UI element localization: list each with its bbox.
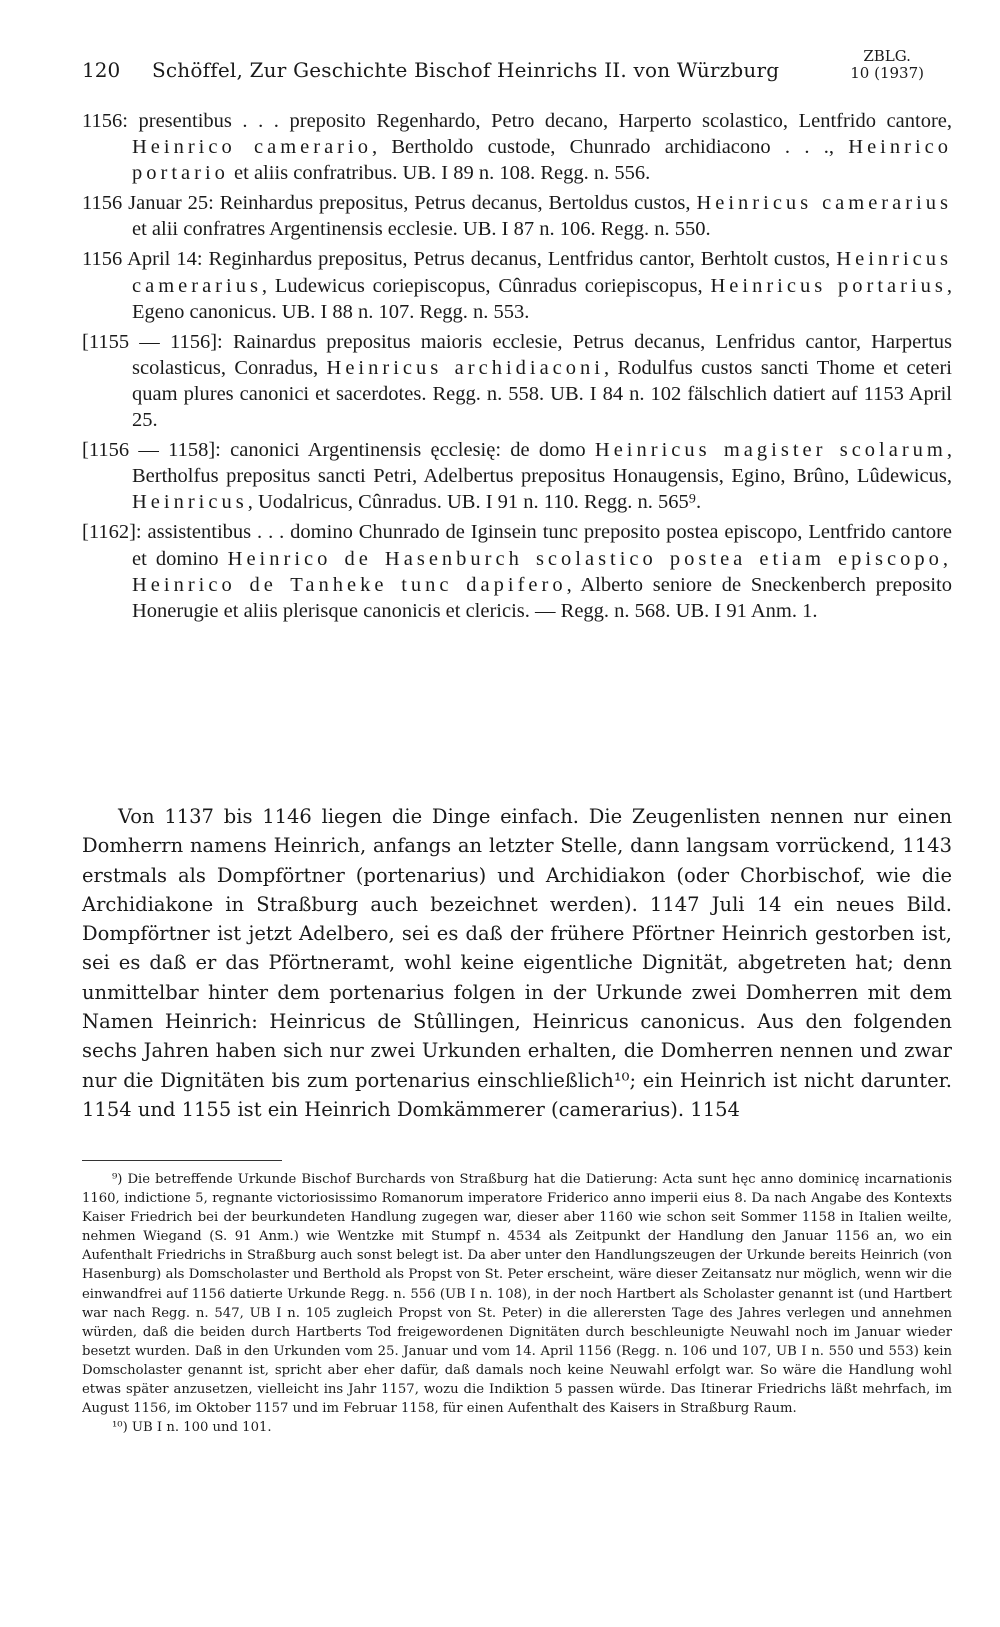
entry-spaced-name: Heinricus portarius [710,274,947,297]
journal-abbrev: ZBLG. [863,47,911,65]
entry-text: , Bertholdo custode, Chunrado archidiacono . . ., [371,136,849,159]
entry-text: [1155 — 1156]: Rainardus prepositus maioris ecclesie, Petrus decanus, Lenfridus cantor, Harpertus scolasticus, Conradus, [82,330,952,379]
witness-entry [82,108,952,186]
footnote-text: UB I n. 100 und 101. [131,1420,272,1436]
entry-spaced-name: Heinrico portario [132,136,952,185]
entry-text: 1156: presentibus . . . preposito Regenhardo, Petro decano, Harperto scolastico, Lentfrido cantore, [82,110,952,132]
page-number: 120 [82,58,121,82]
entry-text: , Egeno canonicus. UB. I 88 n. 107. Regg. n. 553. [132,274,953,323]
entry-text: 1156 Januar 25: Reinhardus prepositus, Petrus decanus, Bertoldus custos, [82,192,697,215]
journal-reference [850,48,924,82]
footnote-marker: ¹⁰) [112,1420,128,1436]
witness-entry [82,519,952,623]
entry-text: [1156 — 1158]: canonici Argentinensis ęcclesię: de domo [82,439,595,462]
entry-spaced-name: Heinricus camerarius [696,192,952,215]
footnote-divider [82,1160,282,1161]
running-title: Schöffel, Zur Geschichte Bischof Heinrichs II. von Würzburg [152,58,780,82]
witness-entry [82,190,952,242]
entry-text: , Rodulfus custos sancti Thome et ceteri quam plures canonici et sacerdotes. Regg. n. 558. UB. I 84 n. 102 fälschlich datiert auf 1153 April 25. [132,356,952,432]
entry-text: , Ludewicus coriepiscopus, Cûnradus coriepiscopus, [261,274,711,297]
footnote-text: Die betreffende Urkunde Bischof Burchards von Straßburg hat die Datierung: Acta sunt hęc anno dominicę incarnationis 1160, indictione 5, regnante victoriosissimo Romanorum imperatore Friderico anno imperii eius 8. Da nach Angabe des Kontexts Kaiser Friedrich bei der beurkundeten Handlung zugegen war, dieser aber 1160 wie schon seit Sommer 1158 in Italien weilte, nehmen Wiegand (S. 91 Anm.) wie Wentzke mit Stumpf n. 4534 als Zeitpunkt der Handlung den Januar 1156 an, wo ein Aufenthalt Friedrichs in Straßburg auch sonst belegt ist. Da aber unter den Handlungszeugen der Urkunde bereits Heinrich (von Hasenburg) als Domscholaster und Berthold als Propst von St. Peter erscheint, wäre dieser Zeitansatz nur möglich, wenn wir die einwandfrei auf 1156 datierte Urkunde Regg. n. 556 (UB I n. 108), in der noch Hartbert als Scholaster genannt ist (und Hartbert war nach Regg. n. 547, UB I n. 105 zugleich Propst von St. Peter) in die allerersten Tage des Jahres verlegen und annehmen würden, daß die beiden durch Hartberts Tod freigewordenen Dignitäten durch beschleunigte Neuwahl noch im Januar wieder besetzt wurden. Daß in den Urkunden vom 25. Januar und vom 14. April 1156 (Regg. n. 106 und 107, UB I n. 550 und 553) kein Domscholaster genannt ist, spricht aber eher dafür, daß damals noch keine Neuwahl erfolgt war. So wäre die Handlung wohl etwas später anzusetzen, vielleicht ins Jahr 1157, wozu die Indiktion 5 passen würde. Das Itinerar Friedrichs läßt mehrfach, im August 1156, im Oktober 1157 und im Februar 1158, für einen Aufenthalt des Kaisers in Straßburg Raum. [82,1172,952,1417]
footnote-10 [82,1418,952,1437]
main-paragraph [82,802,952,1124]
entry-text: , Alberto seniore de Sneckenberch preposito Honerugie et aliis plerisque canonicis et clericis. — Regg. n. 568. UB. I 91 Anm. 1. [132,573,952,622]
body-paragraph: Von 1137 bis 1146 liegen die Dinge einfach. Die Zeugenlisten nennen nur einen Domherrn namens Heinrich, anfangs an letzter Stelle, dann langsam vorrückend, 1143 erstmals als Dompförtner (portenarius) und Archidiakon (oder Chorbischof, wie die Archidiakone in Straßburg auch bezeichnet werden). 1147 Juli 14 ein neues Bild. Dompförtner ist jetzt Adelbero, sei es daß der frühere Pförtner Heinrich gestorben ist, sei es daß er das Pförtneramt, wohl keine eigentliche Dignität, abgetreten hat; denn unmittelbar hinter dem portenarius folgen in der Urkunde zwei Domherren mit dem Namen Heinrich: Heinricus de Stûllingen, Heinricus canonicus. Aus den folgenden sechs Jahren haben sich nur zwei Urkunden erhalten, die Domherren nennen und zwar nur die Dignitäten bis zum portenarius einschließlich¹⁰; ein Heinrich ist nicht darunter. 1154 und 1155 ist ein Heinrich Domkämmerer (camerarius). 1154 [82,805,952,1121]
footnote-9 [82,1170,952,1418]
entry-spaced-name: Heinricus archidiaconi [326,356,604,379]
witness-entry [82,329,952,433]
entry-spaced-name: Heinrico de Hasenburch scolastico postea etiam episcopo, Heinrico de Tanheke tunc dapifero [132,547,953,596]
entry-text: [1162]: assistentibus . . . domino Chunrado de Iginsein tunc preposito postea episcopo, Lentfrido cantore et domino [82,521,952,570]
witness-entry [82,246,952,324]
entry-spaced-name: Heinricus [132,491,248,514]
entry-text: , Bertholfus prepositus sancti Petri, Adelbertus prepositus Honaugensis, Egino, Brûno, Lûdewicus, [132,439,952,488]
journal-volume: 10 (1937) [850,64,924,82]
entry-text: 1156 April 14: Reginhardus prepositus, Petrus decanus, Lentfridus cantor, Berhtolt custos, [82,248,837,271]
footnote-marker: ⁹) [112,1172,123,1187]
witness-entry [82,437,952,515]
entry-spaced-name: Heinrico camerario [132,136,372,159]
entry-spaced-name: Heinricus camerarius [132,248,952,297]
footnotes [82,1170,952,1437]
witness-list-entries [82,108,952,628]
entry-text: et aliis confratribus. UB. I 89 n. 108. Regg. n. 556. [228,162,651,185]
running-header [82,47,924,92]
entry-text: et alii confratres Argentinensis ecclesie. UB. I 87 n. 106. Regg. n. 550. [132,218,711,241]
entry-text: , Uodalricus, Cûnradus. UB. I 91 n. 110. Regg. n. 565⁹. [247,491,702,514]
entry-spaced-name: Heinricus magister scolarum [594,439,947,462]
